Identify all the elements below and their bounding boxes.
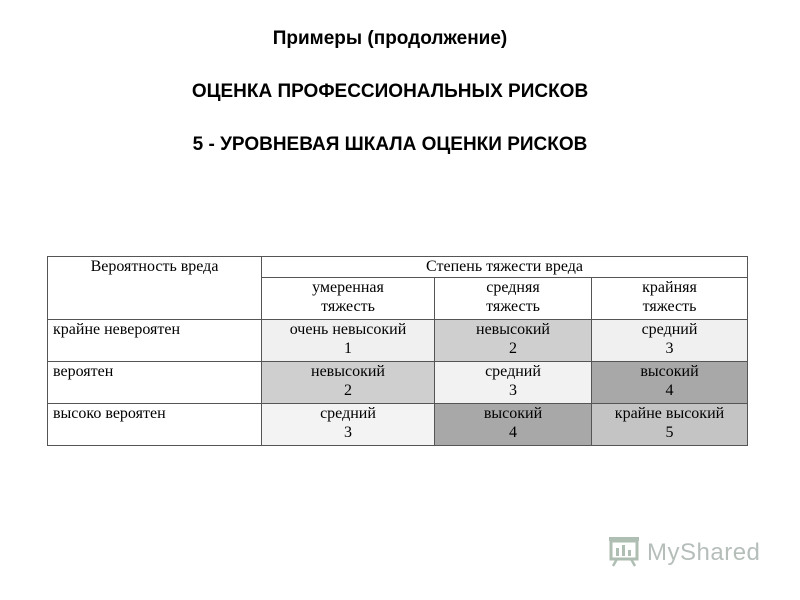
- subtitle-continuation: Примеры (продолжение): [272, 28, 508, 49]
- risk-cell: [592, 362, 748, 404]
- column-header-line: тяжесть: [321, 298, 375, 315]
- risk-level-text: невысокий: [476, 321, 550, 338]
- risk-level-text: средний: [485, 363, 541, 380]
- risk-level-text: средний: [320, 405, 376, 422]
- column-header-moderate: [262, 278, 435, 320]
- presentation-board-icon: [607, 534, 641, 573]
- probability-header: Вероятность вреда: [48, 257, 262, 320]
- risk-level-text: высокий: [640, 363, 699, 380]
- scale-title: 5 - УРОВНЕВАЯ ШКАЛА ОЦЕНКИ РИСКОВ: [192, 134, 588, 155]
- risk-level-text: средний: [641, 321, 698, 338]
- column-header-line: тяжесть: [642, 298, 697, 315]
- risk-level-number: 2: [509, 340, 517, 357]
- column-header-line: крайняя: [642, 279, 697, 296]
- risk-level-number: 3: [509, 382, 517, 399]
- table-header-row: [48, 257, 748, 278]
- column-header-line: умеренная: [312, 279, 384, 296]
- risk-cell: [435, 404, 592, 446]
- risk-cell: [592, 404, 748, 446]
- column-header-medium: [435, 278, 592, 320]
- table-row: [48, 362, 748, 404]
- row-label: вероятен: [48, 362, 262, 404]
- severity-header: Степень тяжести вреда: [262, 257, 748, 278]
- risk-cell: [262, 404, 435, 446]
- page-title: ОЦЕНКА ПРОФЕССИОНАЛЬНЫХ РИСКОВ: [191, 81, 589, 102]
- risk-level-number: 3: [665, 340, 674, 357]
- row-label: высоко вероятен: [48, 404, 262, 446]
- risk-level-number: 1: [344, 340, 352, 357]
- risk-level-text: высокий: [483, 405, 543, 422]
- column-header-line: средняя: [486, 279, 540, 296]
- column-header-line: тяжесть: [486, 298, 540, 315]
- risk-cell: [592, 320, 748, 362]
- risk-cell: [435, 320, 592, 362]
- myshared-watermark: [607, 536, 760, 570]
- risk-cell: [435, 362, 592, 404]
- column-header-extreme: [592, 278, 748, 320]
- risk-level-text: невысокий: [311, 363, 385, 380]
- risk-cell: [262, 320, 435, 362]
- risk-level-number: 5: [665, 424, 674, 441]
- row-label: крайне невероятен: [48, 320, 262, 362]
- risk-level-number: 2: [344, 382, 352, 399]
- watermark-text: MyShared: [647, 539, 761, 566]
- risk-level-text: очень невысокий: [289, 321, 407, 338]
- table-row: [48, 320, 748, 362]
- risk-level-number: 4: [665, 382, 674, 399]
- risk-cell: [262, 362, 435, 404]
- table-row: [48, 404, 748, 446]
- risk-matrix-table: [47, 256, 748, 446]
- risk-level-number: 3: [344, 424, 352, 441]
- risk-level-number: 4: [509, 424, 517, 441]
- risk-level-text: крайне высокий: [614, 405, 725, 422]
